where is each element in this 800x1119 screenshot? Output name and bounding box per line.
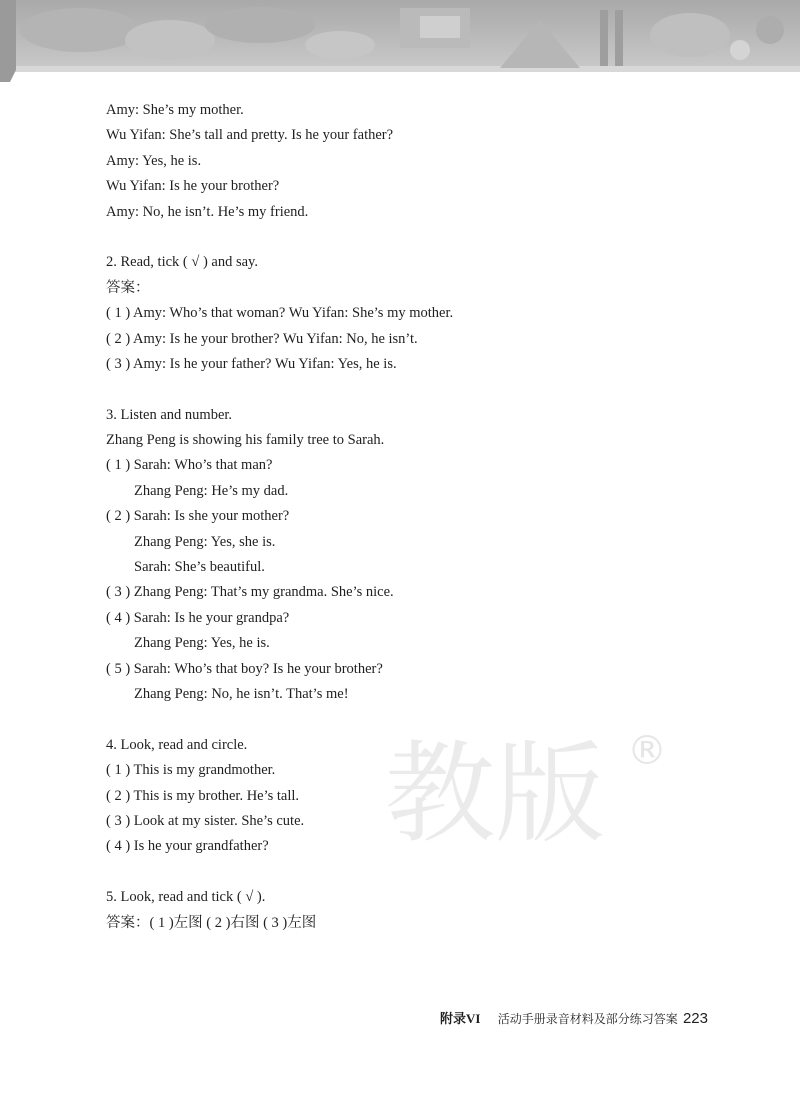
dialogue-line: Amy: No, he isn’t. He’s my friend.: [106, 203, 309, 220]
section-3-line: Zhang Peng: Yes, she is.: [134, 533, 276, 550]
section-2-item: ( 2 ) Amy: Is he your brother? Wu Yifan: No, he isn’t.: [106, 330, 418, 347]
section-2-item: ( 1 ) Amy: Who’s that woman? Wu Yifan: She’s my mother.: [106, 305, 454, 322]
header-illustration: [0, 0, 800, 82]
section-3-intro: Zhang Peng is showing his family tree to Sarah.: [106, 432, 385, 449]
section-3-line: ( 3 ) Zhang Peng: That’s my grandma. She’s nice.: [106, 584, 394, 601]
spacer: [106, 860, 726, 885]
appendix-label: 附录VI: [440, 1011, 481, 1026]
dialogue-line: Amy: Yes, he is.: [106, 152, 202, 169]
page-number: 223: [682, 1010, 708, 1027]
spacer: [106, 225, 726, 250]
watermark-text: 教版: [385, 730, 605, 858]
section-4-item: ( 3 ) Look at my sister. She’s cute.: [106, 812, 305, 829]
section-3-line: Zhang Peng: Yes, he is.: [134, 635, 270, 652]
registered-mark: ®: [627, 728, 667, 774]
section-3-line: Sarah: She’s beautiful.: [134, 559, 265, 576]
header-decorative-band: [0, 0, 800, 82]
dialogue-line: Wu Yifan: She’s tall and pretty. Is he your father?: [106, 127, 394, 144]
section-2-heading: 2. Read, tick ( √ ) and say.: [106, 254, 258, 271]
section-3-line: ( 2 ) Sarah: Is she your mother?: [106, 508, 290, 525]
spacer: [106, 707, 726, 732]
section-4-item: ( 2 ) This is my brother. He’s tall.: [106, 787, 300, 804]
answer-content: [106, 98, 726, 936]
section-3-line: ( 1 ) Sarah: Who’s that man?: [106, 457, 273, 474]
section-3-line: ( 5 ) Sarah: Who’s that boy? Is he your brother?: [106, 660, 383, 677]
spacer: [106, 377, 726, 402]
dialogue-line: Amy: She’s my mother.: [106, 102, 244, 118]
section-5-answer: 答案：( 1 )左图 ( 2 )右图 ( 3 )左图: [106, 914, 317, 931]
page-footer: [440, 1008, 730, 1034]
section-4-heading: 4. Look, read and circle.: [106, 736, 248, 753]
section-3-line: Zhang Peng: No, he isn’t. That’s me!: [134, 685, 349, 702]
section-3-heading: 3. Listen and number.: [106, 406, 233, 423]
section-3-line: Zhang Peng: He’s my dad.: [134, 482, 289, 499]
footer-title: 活动手册录音材料及部分练习答案: [497, 1012, 678, 1026]
section-3-line: ( 4 ) Sarah: Is he your grandpa?: [106, 609, 290, 626]
answer-label: 答案：: [106, 279, 150, 296]
section-2-item: ( 3 ) Amy: Is he your father? Wu Yifan: Yes, he is.: [106, 355, 397, 372]
dialogue-line: Wu Yifan: Is he your brother?: [106, 178, 280, 195]
section-4-item: ( 4 ) Is he your grandfather?: [106, 838, 269, 855]
section-4-item: ( 1 ) This is my grandmother.: [106, 762, 276, 779]
section-5-heading: 5. Look, read and tick ( √ ).: [106, 889, 266, 906]
